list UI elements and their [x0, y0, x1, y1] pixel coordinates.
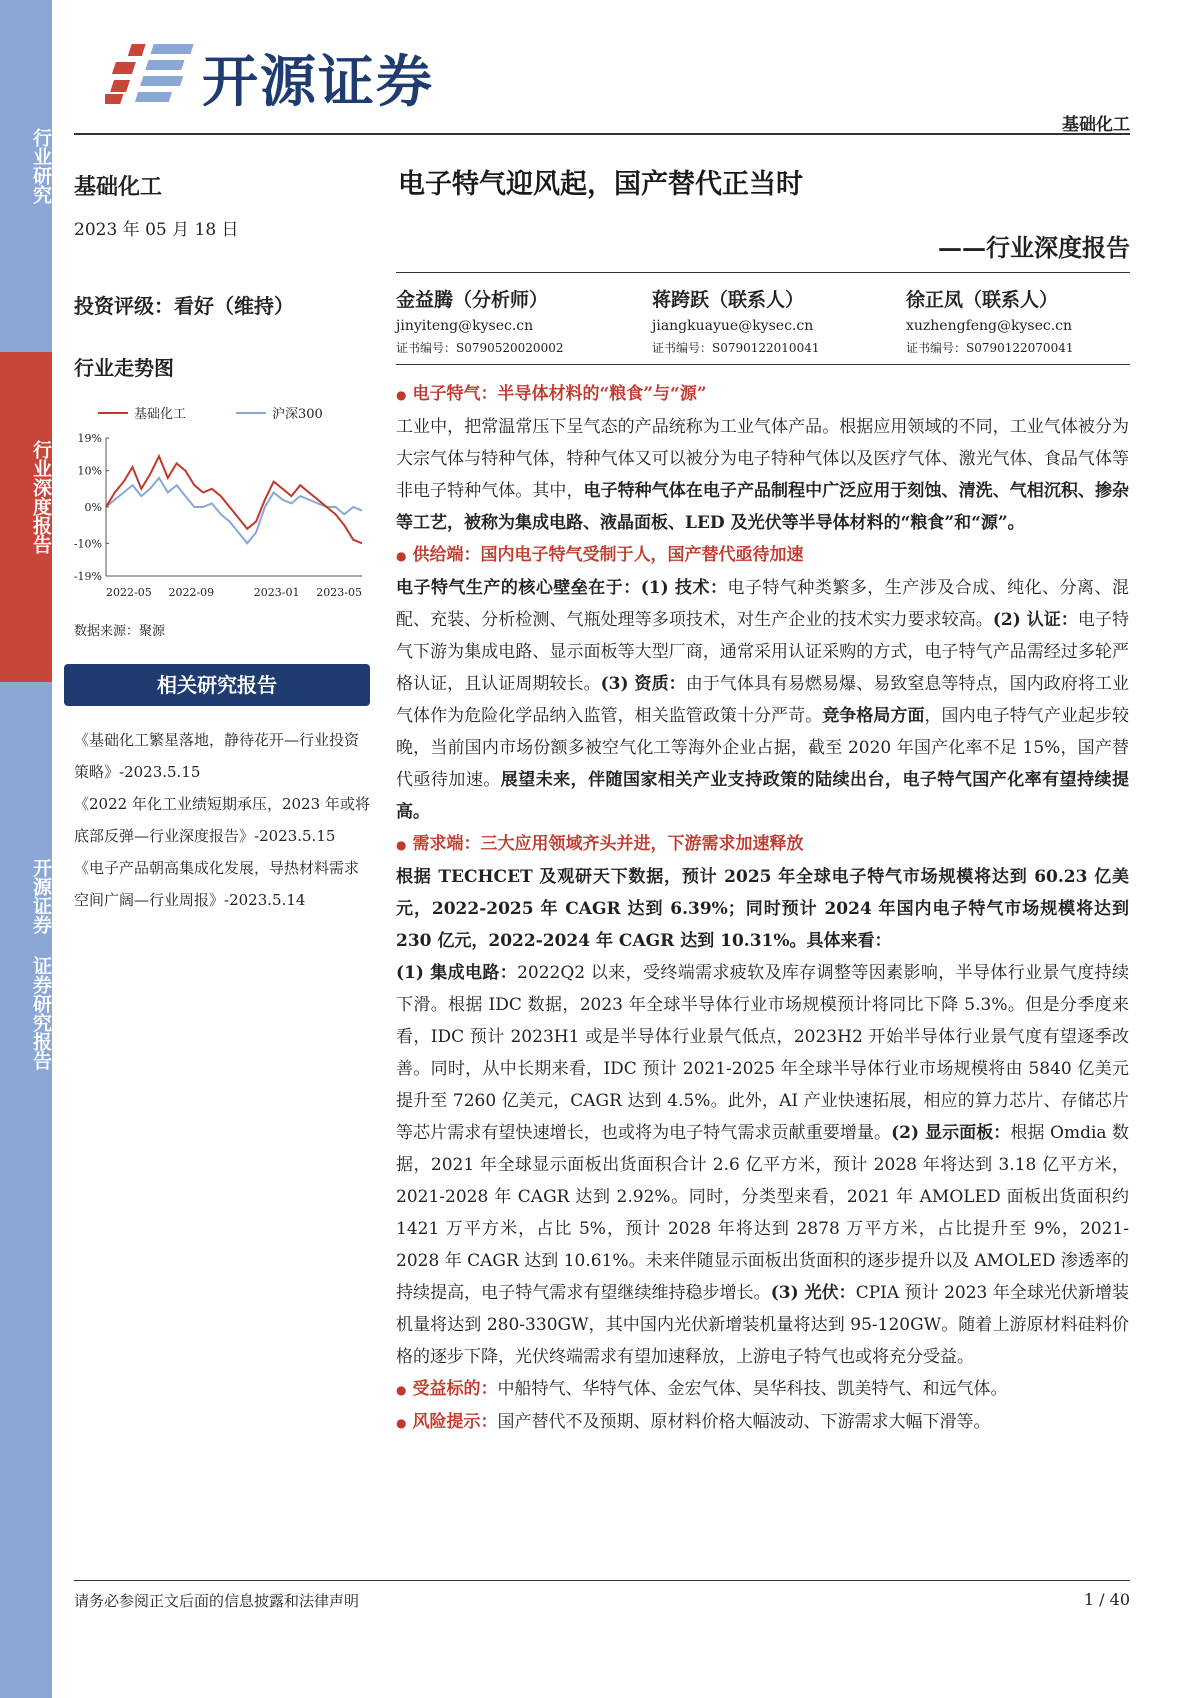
investment-rating: 投资评级：看好（维持） — [74, 294, 294, 318]
y-tick-label: 19% — [77, 432, 102, 445]
paragraph: 根据 TECHCET 及观研天下数据，预计 2025 年全球电子特气市场规模将达到 60.23 亿美元，2022-2025 年 CAGR 达到 6.39%；同时预计 2024 年国内电子特气市场规模将达到 230 亿元，2022-2024 年 CAGR 达到 10.31%。具体来看： — [396, 867, 1129, 951]
sidebar-label-brand: 开源证券 证券研究报告 — [30, 858, 52, 1070]
sector-title: 基础化工 — [74, 174, 163, 200]
section-heading: ● 电子特气：半导体材料的“粮食”与“源” — [396, 384, 707, 404]
section-heading: ● 供给端：国内电子特气受制于人，国产替代亟待加速 — [396, 545, 804, 565]
paragraph: (1) 集成电路：2022Q2 以来，受终端需求疲软及库存调整等因素影响，半导体行业景气度持续下滑。根据 IDC 数据，2023 年全球半导体行业市场规模预计将同比下降 5.3%。但是分季度来看，IDC 预计 2023H1 或是半导体行业景气低点，2023H2 开始半导体行业景气度有望逐季改善。同时，从中长期来看，IDC 预计 2021-2025 年全球半导体行业市场规模将由 5840 亿美元提升至 7260 亿美元，CAGR 达到 4.5%。此外，AI 产业快速拓展，相应的算力芯片、存储芯片等芯片需求有望快速增长，也或将为电子特气需求贡献重要增量。(2) 显示面板：根据 Omdia 数据，2021 年全球显示面板出货面积合计 2.6 亿平方米，预计 2028 年将达到 3.18 亿平方米，2021-2028 年 CAGR 达到 2.92%。同时，分类型来看，2021 年 AMOLED 面板出货面积约 1421 万平方米，占比 5%，预计 2028 年将达到 2878 万平方米，占比提升至 9%，2021-2028 年 CAGR 达到 10.61%。未来伴随显示面板出货面积的逐步提升以及 AMOLED 渗透率的持续提高，电子特气需求有望继续维持稳步增长。(3) 光伏：CPIA 预计 2023 年全球光伏新增装机量将达到 280-330GW，其中国内光伏新增装机量将达到 95-120GW。随着上游原材料硅料价格的逐步下降，光伏终端需求有望加速释放，上游电子特气也或将充分受益。 — [396, 963, 1130, 1367]
x-tick-label: 2023-01 — [253, 586, 300, 599]
author-email[interactable]: xuzhengfeng@kysec.cn — [906, 318, 1073, 334]
author-2 — [652, 290, 819, 358]
bullet-icon: ● — [396, 549, 407, 563]
author-cert: 证书编号：S0790122010041 — [652, 341, 820, 355]
related-reports-list — [74, 724, 370, 916]
report-subtitle: ——行业深度报告 — [938, 233, 1130, 262]
section-heading: ● 风险提示：国产替代不及预期、原材料价格大幅波动、下游需求大幅下滑等。 — [396, 1412, 991, 1432]
x-tick-label: 2022-09 — [168, 586, 215, 599]
author-cert: 证书编号：S0790520020002 — [396, 341, 564, 355]
company-logo-text: 开源证券 — [202, 50, 434, 115]
left-sidebar — [0, 0, 52, 1698]
trend-chart — [70, 400, 370, 605]
title-rule — [396, 272, 1130, 273]
author-rule — [396, 364, 1130, 365]
sidebar-label-report-type: 行业深度报告 — [30, 440, 52, 554]
sidebar-label-industry-research: 行业研究 — [30, 128, 52, 204]
report-summary — [396, 378, 1129, 1439]
report-title: 电子特气迎风起，国产替代正当时 — [398, 169, 803, 200]
header-sector-tag: 基础化工 — [1062, 115, 1130, 135]
author-1 — [396, 290, 563, 358]
author-name: 金益腾（分析师） — [396, 289, 549, 311]
x-tick-label: 2023-05 — [316, 586, 362, 599]
author-name: 徐正凤（联系人） — [906, 289, 1059, 311]
series-line — [106, 456, 362, 543]
legend-label: 基础化工 — [134, 407, 187, 422]
footer-disclaimer: 请务必参阅正文后面的信息披露和法律声明 — [74, 1592, 360, 1610]
author-name: 蒋跨跃（联系人） — [652, 289, 805, 311]
y-tick-label: 10% — [77, 464, 102, 478]
y-tick-label: 0% — [84, 501, 102, 514]
footer-rule — [74, 1580, 1130, 1581]
bullet-icon: ● — [396, 1416, 407, 1430]
company-logo-icon — [105, 40, 197, 106]
related-report-item[interactable]: 《电子产品朝高集成化发展，导热材料需求空间广阔—行业周报》-2023.5.14 — [74, 859, 360, 909]
section-heading: ● 受益标的：中船特气、华特气体、金宏气体、昊华科技、凯美特气、和远气体。 — [396, 1379, 1008, 1399]
report-date: 2023 年 05 月 18 日 — [74, 220, 239, 240]
header-rule — [74, 133, 1130, 135]
author-3 — [906, 290, 1073, 358]
author-email[interactable]: jinyiteng@kysec.cn — [396, 318, 534, 334]
bullet-icon: ● — [396, 1383, 407, 1397]
y-tick-label: -10% — [73, 537, 102, 551]
x-tick-label: 2022-05 — [106, 586, 152, 599]
chart-source: 数据来源：聚源 — [74, 624, 166, 639]
legend-label: 沪深300 — [272, 407, 323, 422]
related-report-item[interactable]: 《基础化工繁星落地，静待花开—行业投资策略》-2023.5.15 — [74, 731, 360, 781]
paragraph: 工业中，把常温常压下呈气态的产品统称为工业气体产品。根据应用领域的不同，工业气体被分为大宗气体与特种气体，特种气体又可以被分为电子特种气体以及医疗气体、激光气体、食品气体等非电子特种气体。其中，电子特种气体在电子产品制程中广泛应用于刻蚀、清洗、气相沉积、掺杂等工艺，被称为集成电路、液晶面板、LED 及光伏等半导体材料的“粮食”和“源”。 — [396, 417, 1130, 533]
section-heading: ● 需求端：三大应用领域齐头并进，下游需求加速释放 — [396, 834, 804, 854]
series-line — [106, 478, 362, 543]
page-number: 1 / 40 — [1083, 1590, 1130, 1609]
paragraph: 电子特气生产的核心壁垒在于：(1) 技术：电子特气种类繁多，生产涉及合成、纯化、分离、混配、充装、分析检测、气瓶处理等多项技术，对生产企业的技术实力要求较高。(2) 认证：电子特气下游为集成电路、显示面板等大型厂商，通常采用认证采购的方式，电子特气产品需经过多轮严格认证，且认证周期较长。(3) 资质：由于气体具有易燃易爆、易致窒息等特点，国内政府将工业气体作为危险化学品纳入监管，相关监管政策十分严苛。竞争格局方面，国内电子特气产业起步较晚，当前国内市场份额多被空气化工等海外企业占据，截至 2020 年国产化率不足 15%，国产替代亟待加速。展望未来，伴随国家相关产业支持政策的陆续出台，电子特气国产化率有望持续提高。 — [396, 578, 1130, 822]
trend-chart-title: 行业走势图 — [74, 356, 174, 380]
related-reports-heading: 相关研究报告 — [64, 664, 370, 706]
related-report-item[interactable]: 《2022 年化工业绩短期承压，2023 年或将底部反弹—行业深度报告》-2023.5.15 — [74, 795, 370, 845]
author-email[interactable]: jiangkuayue@kysec.cn — [652, 318, 814, 334]
bullet-icon: ● — [396, 838, 407, 852]
y-tick-label: -19% — [73, 570, 102, 583]
author-cert: 证书编号：S0790122070041 — [906, 341, 1074, 355]
bullet-icon: ● — [396, 388, 407, 402]
